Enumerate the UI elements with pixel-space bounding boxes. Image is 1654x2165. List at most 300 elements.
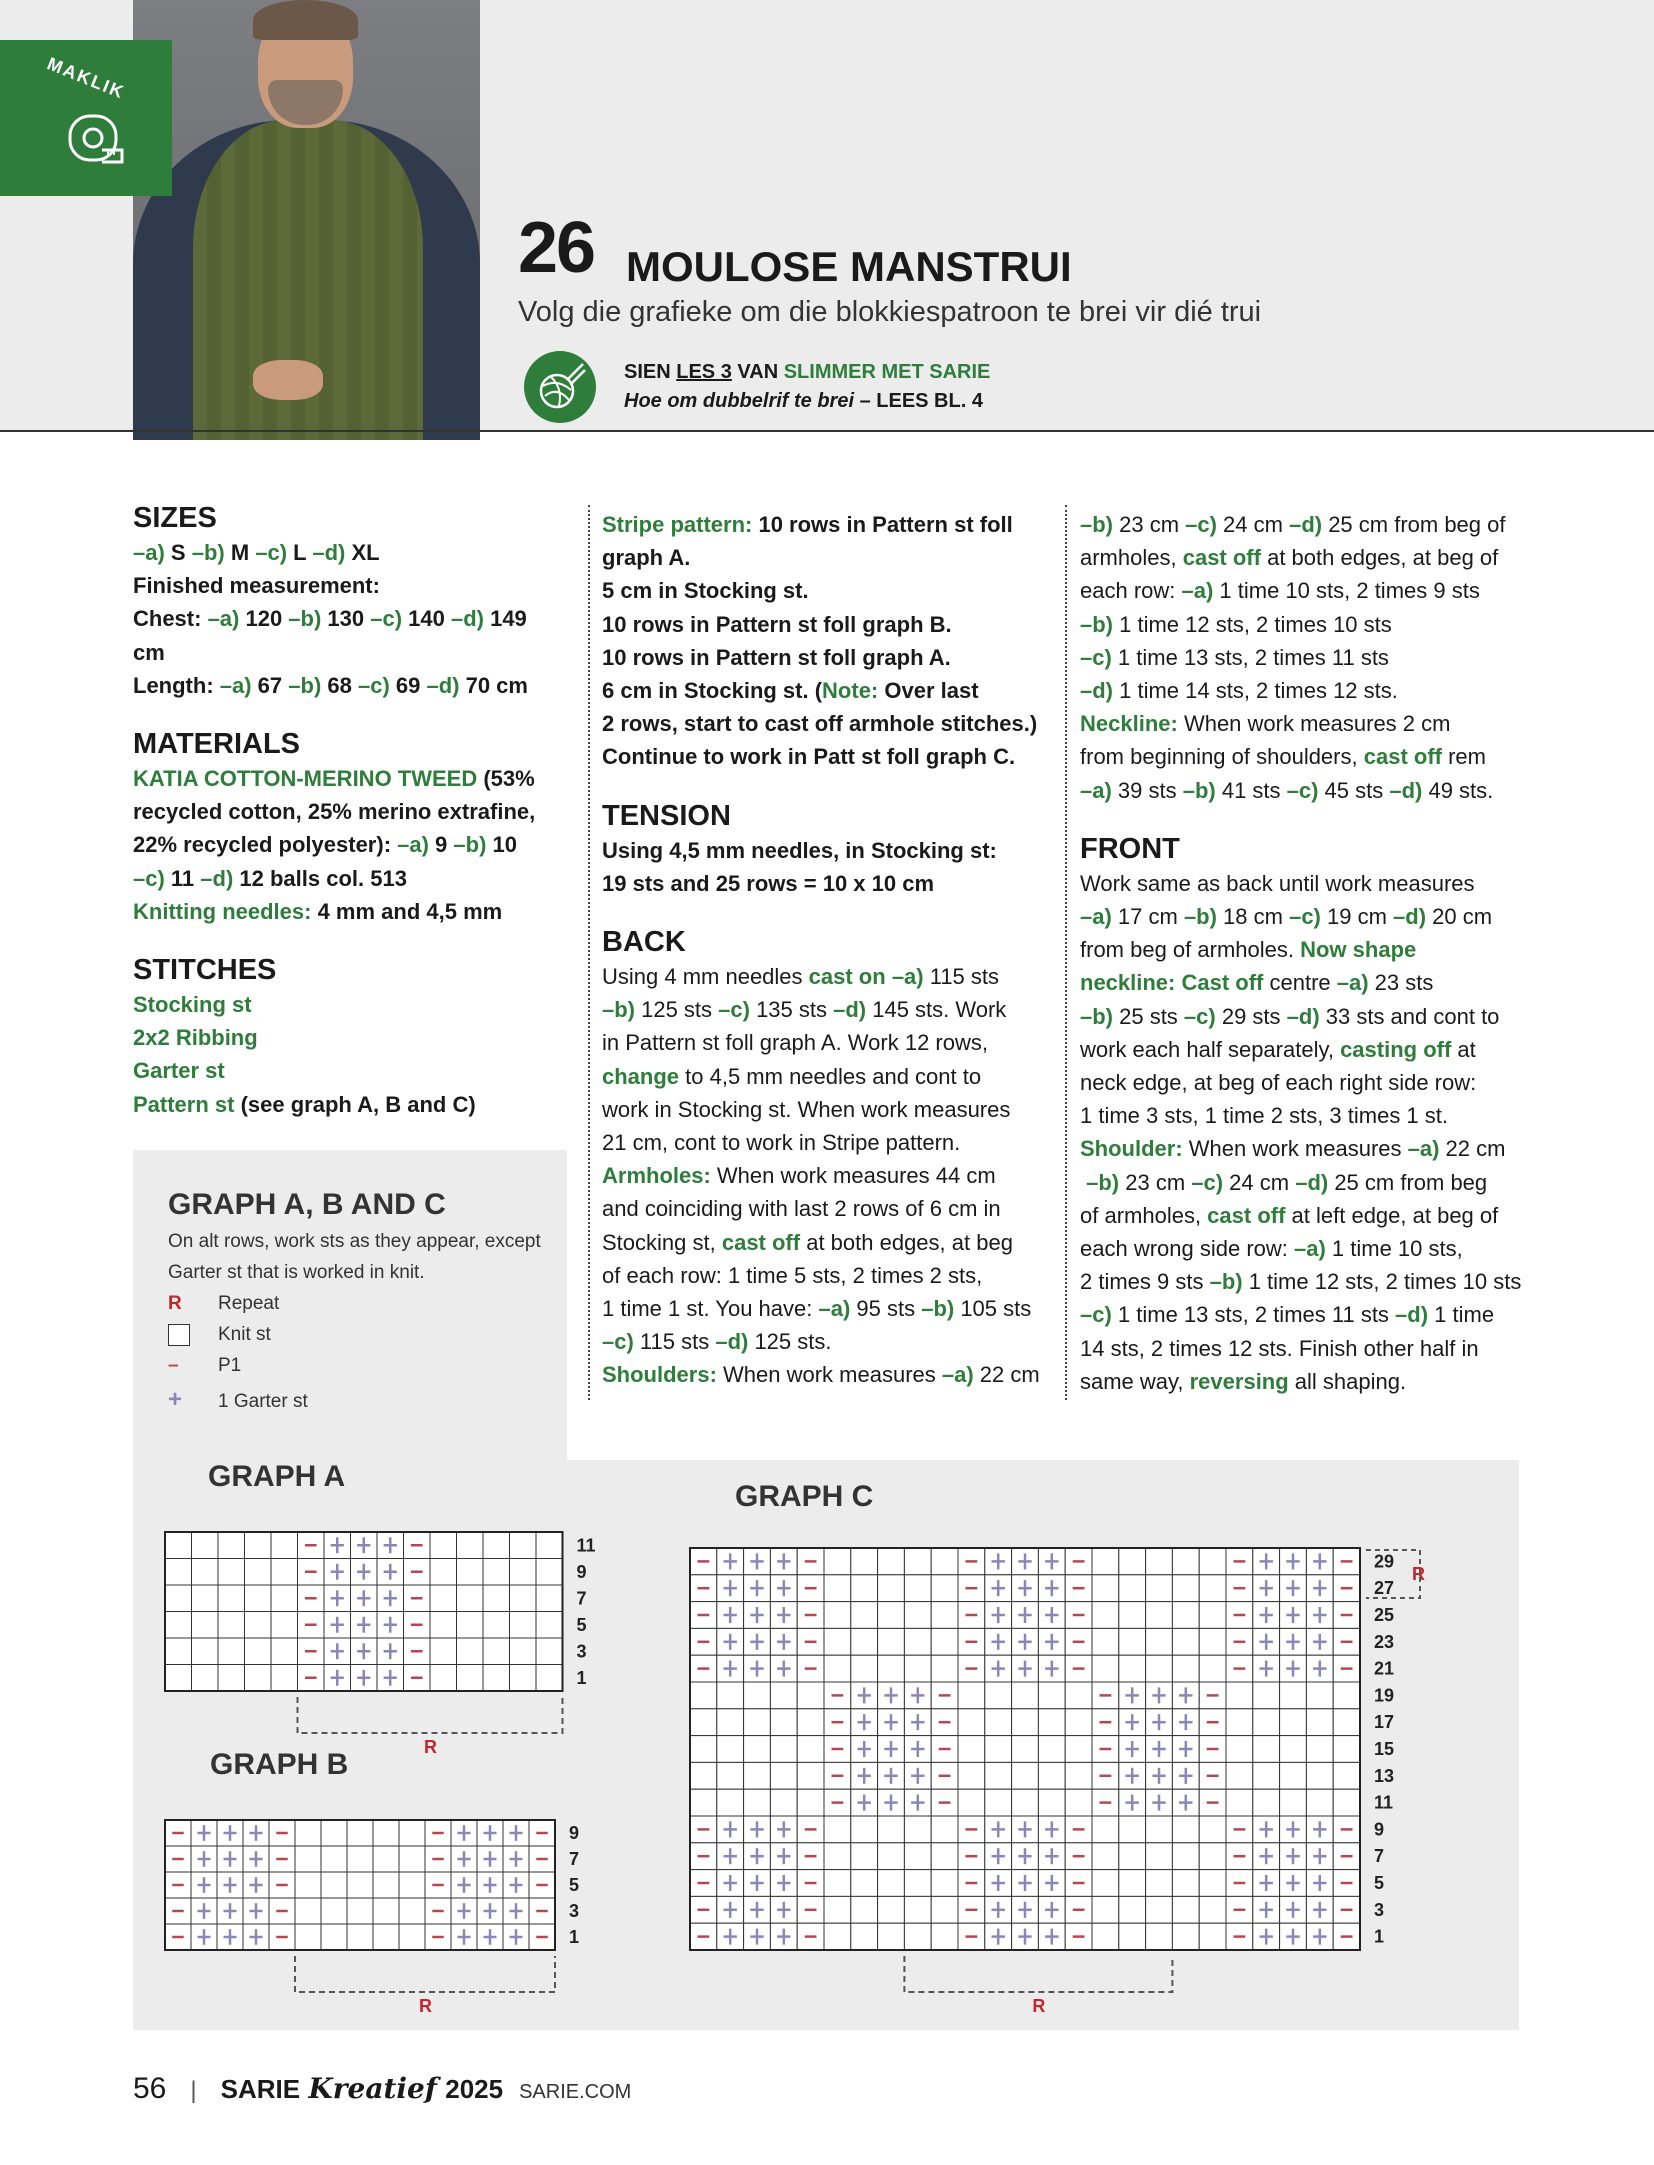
chart-cell: [1280, 1709, 1307, 1736]
chart-cell: [878, 1923, 905, 1950]
row-number: 9: [576, 1561, 587, 1582]
chart-cell: [1065, 1709, 1092, 1736]
graph-c-chart: [690, 1548, 1460, 2016]
chart-cell: [717, 1736, 744, 1763]
legend-title: GRAPH A, B AND C: [168, 1188, 446, 1221]
chart-cell: [1012, 1709, 1039, 1736]
chart-cell: [824, 1602, 851, 1629]
row-number: 11: [576, 1535, 596, 1556]
header-divider: [0, 430, 1654, 432]
website: SARIE.COM: [519, 2081, 632, 2103]
chart-cell: [295, 1872, 321, 1898]
chart-cell: [245, 1559, 272, 1586]
chart-cell: [824, 1843, 851, 1870]
chart-cell: [958, 1682, 985, 1709]
chart-cell: [1146, 1548, 1173, 1575]
chart-cell: [165, 1665, 192, 1692]
chart-cell: [1333, 1682, 1360, 1709]
row-number: 19: [1374, 1685, 1395, 1706]
chart-cell: [1038, 1762, 1065, 1789]
page-number: 56: [133, 2072, 167, 2105]
chart-cell: [457, 1585, 484, 1612]
chart-cell: [1333, 1762, 1360, 1789]
chart-cell: [931, 1816, 958, 1843]
chart-cell: [192, 1665, 219, 1692]
chart-cell: [744, 1789, 771, 1816]
chart-cell: [1092, 1575, 1119, 1602]
chart-cell: [1226, 1736, 1253, 1763]
chart-cell: [430, 1638, 457, 1665]
chart-cell: [1092, 1655, 1119, 1682]
chart-cell: [1065, 1762, 1092, 1789]
stitch-ribbing: 2x2 Ribbing: [133, 1025, 258, 1051]
chart-cell: [851, 1655, 878, 1682]
chart-cell: [690, 1789, 717, 1816]
row-number: 7: [1374, 1846, 1385, 1867]
chart-cell: [373, 1872, 399, 1898]
chart-cell: [851, 1602, 878, 1629]
series-name: SLIMMER MET SARIE: [783, 361, 991, 383]
chart-cell: [295, 1846, 321, 1872]
chart-cell: [1119, 1602, 1146, 1629]
chart-cell: [958, 1736, 985, 1763]
chart-cell: [958, 1762, 985, 1789]
chart-cell: [1333, 1736, 1360, 1763]
chart-cell: [1199, 1816, 1226, 1843]
chart-cell: [1280, 1682, 1307, 1709]
front-heading: FRONT: [1080, 832, 1180, 865]
repeat-label: R: [1032, 1996, 1046, 2016]
chart-cell: [797, 1789, 824, 1816]
lesson-link: LES 3: [676, 361, 732, 383]
tension-text: Using 4,5 mm needles, in Stocking st: 19 sts and 25 rows = 10 x 10 cm: [602, 837, 997, 896]
column-divider: [1065, 505, 1067, 1400]
chart-cell: [824, 1896, 851, 1923]
chart-cell: [1172, 1896, 1199, 1923]
chart-cell: [1199, 1655, 1226, 1682]
chart-cell: [1253, 1789, 1280, 1816]
chart-cell: [851, 1870, 878, 1897]
chart-cell: [904, 1816, 931, 1843]
chart-cell: [510, 1638, 537, 1665]
chart-cell: [1119, 1896, 1146, 1923]
model-photo: [133, 0, 480, 430]
chart-cell: [1226, 1682, 1253, 1709]
chart-cell: [1172, 1843, 1199, 1870]
sizes-heading: SIZES: [133, 502, 217, 534]
chart-cell: [1280, 1736, 1307, 1763]
chart-cell: [1306, 1736, 1333, 1763]
chart-cell: [1119, 1816, 1146, 1843]
chart-cell: [483, 1638, 510, 1665]
chart-cell: [878, 1575, 905, 1602]
chart-cell: [1146, 1628, 1173, 1655]
chart-cell: [510, 1665, 537, 1692]
repeat-label: R: [424, 1737, 437, 1757]
graph-panel-top: [567, 1460, 1519, 1470]
graph-b-title: GRAPH B: [210, 1748, 349, 1781]
chart-cell: [824, 1816, 851, 1843]
chart-cell: [878, 1816, 905, 1843]
chart-cell: [1119, 1628, 1146, 1655]
repeat-bracket: [295, 1956, 555, 1992]
chart-cell: [1226, 1789, 1253, 1816]
chart-cell: [430, 1665, 457, 1692]
chart-cell: [717, 1709, 744, 1736]
chart-cell: [192, 1612, 219, 1639]
chart-cell: [1038, 1736, 1065, 1763]
chart-cell: [931, 1602, 958, 1629]
chart-cell: [245, 1585, 272, 1612]
chart-cell: [1146, 1896, 1173, 1923]
chart-cell: [690, 1762, 717, 1789]
chart-cell: [510, 1532, 537, 1559]
chart-cell: [1253, 1762, 1280, 1789]
chart-cell: [797, 1762, 824, 1789]
chart-cell: [192, 1585, 219, 1612]
chart-cell: [744, 1682, 771, 1709]
chart-cell: [824, 1655, 851, 1682]
chart-cell: [904, 1655, 931, 1682]
chart-cell: [430, 1559, 457, 1586]
chart-cell: [399, 1898, 425, 1924]
chart-cell: [271, 1532, 298, 1559]
chart-cell: [483, 1559, 510, 1586]
chart-cell: [165, 1612, 192, 1639]
chart-cell: [717, 1789, 744, 1816]
chart-cell: [904, 1870, 931, 1897]
chart-cell: [457, 1532, 484, 1559]
chart-cell: [457, 1612, 484, 1639]
chart-cell: [1119, 1843, 1146, 1870]
chart-cell: [1092, 1816, 1119, 1843]
column-sizes-materials: [133, 500, 563, 1121]
repeat-bracket: [298, 1697, 563, 1733]
chart-cell: [931, 1655, 958, 1682]
chart-cell: [321, 1898, 347, 1924]
chart-cell: [536, 1665, 563, 1692]
chart-cell: [295, 1898, 321, 1924]
chart-cell: [690, 1709, 717, 1736]
chart-cell: [1092, 1628, 1119, 1655]
chart-cell: [483, 1612, 510, 1639]
chart-cell: [165, 1638, 192, 1665]
chart-cell: [1199, 1870, 1226, 1897]
chart-cell: [904, 1548, 931, 1575]
chart-cell: [878, 1602, 905, 1629]
chart-cell: [1092, 1843, 1119, 1870]
front-text: Work same as back until work measures –a) 17 cm –b) 18 cm –c) 19 cm –d) 20 cm from beg of armholes. Now shape neckline: Cast off centre –a) 23 sts –b) 25 sts –c) 29 sts –d) 33 sts and cont to work each half separately, casting off at neck edge, at beg of each right side row: 1 time 3 sts, 1 time 2 sts, 3 times 1 st. Shoulder: When work measures –a) 22 cm –b) 23 cm –c) 24 cm –d) 25 cm from beg of armholes, cast off at left edge, at beg of each wrong side row: –a) 1 time 10 sts, 2 times 9 sts –b) 1 time 12 sts, 2 times 10 sts –c) 1 time 13 sts, 2 times 11 sts –d) 1 time 14 sts, 2 times 12 sts. Finish other half in same way, reversing all shaping.: [1080, 870, 1522, 1394]
chart-cell: [1306, 1682, 1333, 1709]
chart-cell: [1012, 1789, 1039, 1816]
chart-cell: [1065, 1789, 1092, 1816]
chart-cell: [483, 1665, 510, 1692]
chart-cell: [851, 1923, 878, 1950]
yarn-ball-icon: [523, 350, 597, 424]
row-number: 7: [569, 1849, 580, 1869]
chart-cell: [878, 1870, 905, 1897]
chart-cell: [1012, 1682, 1039, 1709]
legend-item-knit: Knit st: [168, 1324, 271, 1346]
chart-cell: [904, 1575, 931, 1602]
chart-cell: [931, 1896, 958, 1923]
chart-cell: [1333, 1709, 1360, 1736]
chart-cell: [931, 1870, 958, 1897]
chart-cell: [510, 1559, 537, 1586]
chart-cell: [1306, 1789, 1333, 1816]
stitch-stocking: Stocking st: [133, 992, 252, 1018]
chart-cell: [1092, 1870, 1119, 1897]
row-number: 1: [576, 1667, 587, 1688]
chart-cell: [1146, 1843, 1173, 1870]
chart-cell: [347, 1924, 373, 1950]
chart-cell: [770, 1736, 797, 1763]
repeat-label: R: [1412, 1564, 1425, 1584]
chart-cell: [536, 1585, 563, 1612]
chart-cell: [536, 1559, 563, 1586]
chart-cell: [931, 1628, 958, 1655]
chart-cell: [373, 1820, 399, 1846]
chart-cell: [536, 1612, 563, 1639]
chart-cell: [931, 1923, 958, 1950]
chart-cell: [1172, 1816, 1199, 1843]
chart-cell: [218, 1585, 245, 1612]
chart-cell: [958, 1709, 985, 1736]
row-number: 29: [1374, 1551, 1395, 1572]
chart-cell: [1092, 1602, 1119, 1629]
chart-cell: [1065, 1736, 1092, 1763]
chart-cell: [985, 1682, 1012, 1709]
chart-cell: [851, 1896, 878, 1923]
pattern-number: 26: [518, 208, 595, 288]
chart-cell: [878, 1548, 905, 1575]
stitches-heading: STITCHES: [133, 954, 277, 987]
chart-cell: [510, 1612, 537, 1639]
chart-cell: [1119, 1870, 1146, 1897]
chart-cell: [510, 1585, 537, 1612]
chart-cell: [1172, 1575, 1199, 1602]
chart-cell: [878, 1843, 905, 1870]
legend-item-purl: – P1: [168, 1355, 242, 1376]
chart-cell: [1172, 1602, 1199, 1629]
chart-cell: [430, 1585, 457, 1612]
chart-cell: [931, 1575, 958, 1602]
chart-cell: [770, 1709, 797, 1736]
chart-cell: [690, 1736, 717, 1763]
row-number: 1: [1374, 1926, 1385, 1947]
back-text: Using 4 mm needles cast on –a) 115 sts –b) 125 sts –c) 135 sts –d) 145 sts. Work in Pattern st foll graph A. Work 12 rows, change to 4,5 mm needles and cont to work in Stocking st. When work measures 21 cm, cont to work in Stripe pattern. Armholes: When work measures 44 cm and coinciding with last 2 rows of 6 cm in Stocking st, cast off at both edges, at beg of each row: 1 time 5 sts, 2 times 2 sts, 1 time 1 st. You have: –a) 95 sts –b) 105 sts –c) 115 sts –d) 125 sts. Shoulders: When work measures –a) 22 cm: [602, 964, 1040, 1388]
column-divider: [588, 505, 590, 1400]
chart-cell: [192, 1559, 219, 1586]
chart-cell: [1119, 1923, 1146, 1950]
chart-cell: [271, 1585, 298, 1612]
row-number: 25: [1374, 1605, 1395, 1625]
row-number: 3: [569, 1901, 580, 1921]
chart-cell: [295, 1924, 321, 1950]
magazine-script-logo: Kreatief: [308, 2072, 437, 2105]
chart-cell: [824, 1923, 851, 1950]
chart-cell: [165, 1585, 192, 1612]
chart-cell: [245, 1532, 272, 1559]
row-number: 5: [576, 1614, 587, 1635]
chart-cell: [218, 1665, 245, 1692]
chart-cell: [1038, 1709, 1065, 1736]
chart-cell: [1119, 1575, 1146, 1602]
chart-cell: [457, 1559, 484, 1586]
chart-cell: [744, 1762, 771, 1789]
row-number: 3: [576, 1641, 587, 1662]
chart-cell: [797, 1709, 824, 1736]
chart-cell: [1253, 1736, 1280, 1763]
chart-cell: [245, 1665, 272, 1692]
chart-cell: [1012, 1736, 1039, 1763]
chart-cell: [430, 1532, 457, 1559]
tension-heading: TENSION: [602, 799, 731, 832]
chart-cell: [399, 1846, 425, 1872]
length-sizes: Length: –a) 67 –b) 68 –c) 69 –d) 70 cm: [133, 672, 528, 698]
chart-cell: [797, 1682, 824, 1709]
chart-cell: [218, 1559, 245, 1586]
chart-cell: [483, 1585, 510, 1612]
chart-cell: [931, 1843, 958, 1870]
column-stripe-back: [602, 508, 1042, 1392]
chart-cell: [851, 1575, 878, 1602]
chart-cell: [1172, 1628, 1199, 1655]
see-page-line: Hoe om dubbelrif te brei – LEES BL. 4: [624, 390, 983, 412]
legend-item-repeat: R Repeat: [168, 1293, 280, 1314]
chart-cell: [271, 1638, 298, 1665]
row-number: 15: [1374, 1739, 1395, 1759]
chart-cell: [399, 1820, 425, 1846]
chart-cell: [717, 1682, 744, 1709]
chest-sizes: Chest: –a) 120 –b) 130 –c) 140 –d) 149 cm: [133, 606, 527, 665]
chart-cell: [347, 1898, 373, 1924]
chart-cell: [851, 1816, 878, 1843]
repeat-bracket: [904, 1956, 1172, 1992]
chart-cell: [1119, 1655, 1146, 1682]
chart-cell: [824, 1870, 851, 1897]
chart-cell: [1146, 1870, 1173, 1897]
magazine-name: SARIE: [220, 2074, 301, 2104]
chart-cell: [985, 1762, 1012, 1789]
graph-b-chart: [165, 1820, 580, 2016]
materials-heading: MATERIALS: [133, 728, 301, 761]
chart-cell: [1092, 1548, 1119, 1575]
row-number: 3: [1374, 1899, 1385, 1920]
chart-cell: [904, 1923, 931, 1950]
chart-cell: [744, 1709, 771, 1736]
chart-cell: [1146, 1575, 1173, 1602]
materials-text: KATIA COTTON-MERINO TWEED (53% recycled cotton, 25% merino extrafine, 22% recycled polyester): –a) 9 –b) 10 –c) 11 –d) 12 balls col. 513: [133, 766, 536, 891]
repeat-label: R: [419, 1996, 432, 2016]
chart-cell: [321, 1872, 347, 1898]
chart-cell: [770, 1789, 797, 1816]
difficulty-badge: [0, 40, 172, 196]
chart-cell: [192, 1638, 219, 1665]
chart-cell: [1038, 1682, 1065, 1709]
legend-item-garter: + 1 Garter st: [168, 1386, 308, 1413]
chart-cell: [271, 1559, 298, 1586]
badge-label: MAKLIK: [44, 53, 128, 103]
chart-cell: [878, 1628, 905, 1655]
chart-cell: [347, 1872, 373, 1898]
chart-cell: [399, 1872, 425, 1898]
graph-a-chart: [165, 1532, 596, 1757]
chart-cell: [1172, 1923, 1199, 1950]
chart-cell: [192, 1532, 219, 1559]
chart-cell: [904, 1628, 931, 1655]
shoulders-cont-text: –b) 23 cm –c) 24 cm –d) 25 cm from beg of armholes, cast off at both edges, at beg of each row: –a) 1 time 10 sts, 2 times 9 sts –b) 1 time 12 sts, 2 times 10 sts –c) 1 time 13 sts, 2 times 11 sts –d) 1 time 14 sts, 2 times 12 sts. Neckline: When work measures 2 cm from beginning of shoulders, cast off rem –a) 39 sts –b) 41 sts –c) 45 sts –d) 49 sts.: [1080, 512, 1506, 803]
row-number: 17: [1374, 1712, 1395, 1733]
chart-cell: [218, 1532, 245, 1559]
row-number: 13: [1374, 1765, 1395, 1786]
chart-cell: [851, 1843, 878, 1870]
row-number: 23: [1374, 1631, 1395, 1652]
knit-box-icon: [168, 1324, 190, 1346]
chart-cell: [878, 1655, 905, 1682]
chart-cell: [904, 1896, 931, 1923]
see-lesson-line: SIEN LES 3 VAN SLIMMER MET SARIE: [624, 361, 991, 383]
chart-cell: [373, 1846, 399, 1872]
row-number: 9: [569, 1823, 580, 1843]
chart-cell: [245, 1638, 272, 1665]
row-number: 5: [1374, 1873, 1385, 1893]
chart-cell: [373, 1924, 399, 1950]
graph-c-title: GRAPH C: [735, 1480, 874, 1513]
chart-cell: [347, 1820, 373, 1846]
chart-cell: [1306, 1709, 1333, 1736]
chart-cell: [1146, 1816, 1173, 1843]
chart-cell: [1146, 1602, 1173, 1629]
chart-cell: [824, 1575, 851, 1602]
chart-cell: [321, 1820, 347, 1846]
pattern-subtitle: Volg die grafieke om die blokkiespatroon te brei vir dié trui: [518, 296, 1262, 328]
row-number: 7: [576, 1588, 587, 1609]
chart-cell: [1012, 1762, 1039, 1789]
chart-cell: [399, 1924, 425, 1950]
page-footer: 56 | SARIE Kreatief 2025 SARIE.COM: [133, 2072, 632, 2105]
chart-cell: [1038, 1789, 1065, 1816]
chart-cell: [271, 1665, 298, 1692]
row-number: 21: [1374, 1658, 1395, 1679]
measuring-tape-icon: [66, 110, 126, 166]
needles-text: Knitting needles: 4 mm and 4,5 mm: [133, 898, 503, 924]
chart-cell: [985, 1736, 1012, 1763]
chart-cell: [851, 1628, 878, 1655]
chart-cell: [218, 1638, 245, 1665]
chart-cell: [295, 1820, 321, 1846]
chart-cell: [931, 1548, 958, 1575]
chart-cell: [1199, 1575, 1226, 1602]
chart-cell: [218, 1612, 245, 1639]
chart-cell: [1199, 1896, 1226, 1923]
chart-cell: [690, 1682, 717, 1709]
row-number: 11: [1374, 1792, 1394, 1813]
chart-cell: [457, 1665, 484, 1692]
chart-cell: [1172, 1548, 1199, 1575]
chart-cell: [1065, 1682, 1092, 1709]
chart-cell: [958, 1789, 985, 1816]
chart-cell: [1146, 1923, 1173, 1950]
chart-cell: [430, 1612, 457, 1639]
chart-cell: [985, 1709, 1012, 1736]
chart-cell: [1199, 1548, 1226, 1575]
chart-cell: [797, 1736, 824, 1763]
stitch-pattern: Pattern st (see graph A, B and C): [133, 1091, 476, 1117]
chart-cell: [770, 1762, 797, 1789]
chart-cell: [321, 1924, 347, 1950]
chart-cell: [744, 1736, 771, 1763]
